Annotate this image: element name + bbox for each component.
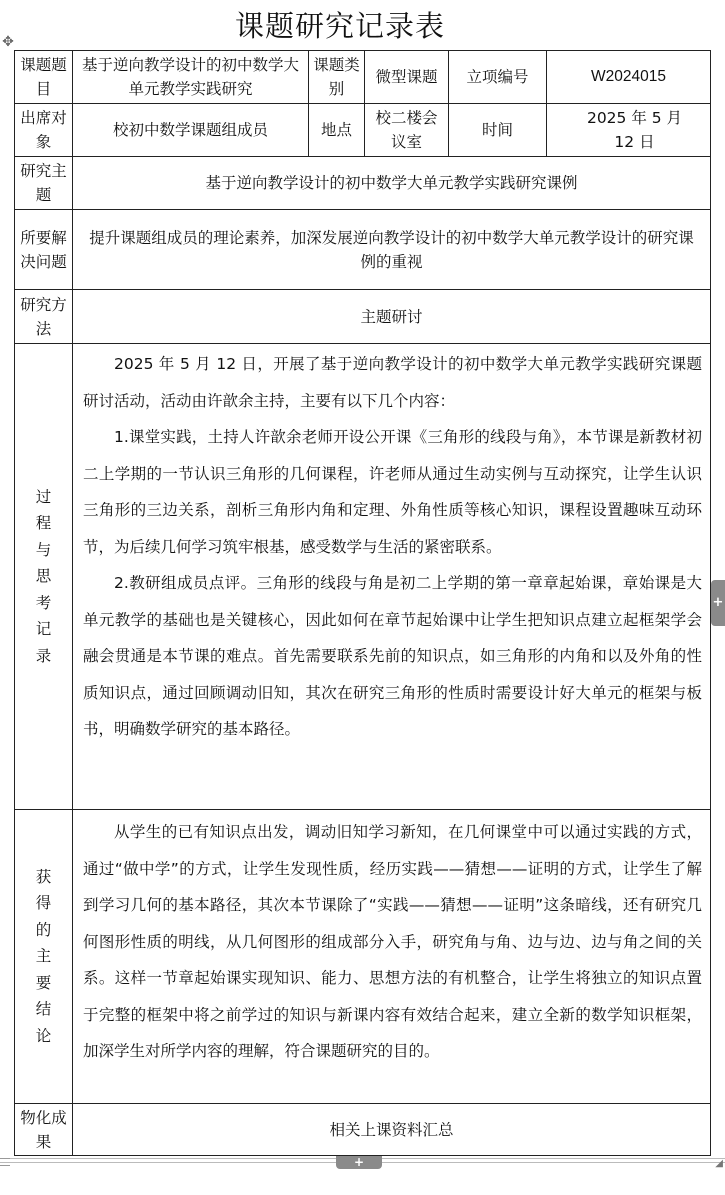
table-row [15,290,711,344]
document-title: 课题研究记录表 [234,9,445,43]
label-research-theme: 研究主题 [15,157,73,210]
record-table [14,50,711,1156]
label-problem: 所要解决问题 [15,210,73,290]
label-method: 研究方法 [15,290,73,344]
table-row [15,1104,711,1156]
topic-value[interactable]: 基于逆向教学设计的初中数学大单元教学实践研究 [73,51,309,104]
label-outcome: 物化成果 [15,1104,73,1156]
location-value[interactable]: 校二楼会议室 [365,104,449,157]
add-icon[interactable]: + [711,580,725,626]
label-process: 过程与思考记录 [15,344,73,810]
table-row [15,157,711,210]
row-marker [0,1158,10,1166]
label-attendees: 出席对象 [15,104,73,157]
research-theme-value[interactable]: 基于逆向教学设计的初中数学大单元教学实践研究课例 [73,157,711,210]
table-row [15,210,711,290]
label-conclusion: 获得的主要结论 [15,810,73,1104]
table-row [15,344,711,810]
table-row [15,51,711,104]
process-paragraph-3: 2.教研组成员点评。三角形的线段与角是初二上学期的第一章章起始课，章始课是大单元教学的基础也是关键核心，因此如何在章节起始课中让学生把知识点建立起框架学会融会贯通是本节课的难点。首先需要联系先前的知识点，如三角形的内角和以及外角的性质知识点，通过回顾调动旧知，其次在研究三角形的性质时需要设计好大单元的框架与板书，明确数学研究的基本路径。 [83,574,702,738]
problem-value[interactable]: 提升课题组成员的理论素养，加深发展逆向教学设计的初中数学大单元教学设计的研究课例的重视 [73,210,711,290]
outcome-value[interactable]: 相关上课资料汇总 [73,1104,711,1156]
project-no-value[interactable]: W2024015 [547,51,711,104]
label-topic: 课题题目 [15,51,73,104]
process-content[interactable] [73,344,711,810]
conclusion-paragraph-1: 从学生的已有知识点出发，调动旧知学习新知，在几何课堂中可以通过实践的方式，通过“做中学”的方式，让学生发现性质，经历实践——猜想——证明的方式，让学生了解到学习几何的基本路径，其次本节课除了“实践——猜想——证明”这条暗线，还有研究几何图形性质的明线，从几何图形的组成部分入手，研究角与角、边与边、边与角之间的关系。这样一节章起始课实现知识、能力、思想方法的有机整合，让学生将独立的知识点置于完整的框架中将之前学过的知识与新课内容有效结合起来，建立全新的数学知识框架，加深学生对所学内容的理解，符合课题研究的目的。 [83,823,702,1060]
add-icon[interactable]: + [336,1156,382,1169]
label-time: 时间 [449,104,547,157]
move-handle-icon[interactable]: ✥ [2,34,14,50]
process-paragraph-2: 1.课堂实践，土持人许歆余老师开设公开课《三角形的线段与角》，本节课是新教材初二上学期的一节认识三角形的几何课程，许老师从通过生动实例与互动探究，让学生认识三角形的三边关系，剖析三角形内角和定理、外角性质等核心知识，课程设置趣味互动环节，为后续几何学习筑牢根基，感受数学与生活的紧密联系。 [83,428,702,556]
label-project-no: 立项编号 [449,51,547,104]
resize-icon[interactable]: ◢ [715,1158,723,1169]
category-value[interactable]: 微型课题 [365,51,449,104]
attendees-value[interactable]: 校初中数学课题组成员 [73,104,309,157]
table-row [15,104,711,157]
label-location: 地点 [309,104,365,157]
conclusion-content[interactable] [73,810,711,1104]
label-category: 课题类别 [309,51,365,104]
time-value[interactable]: 2025 年 5 月 12 日 [547,104,711,157]
process-paragraph-1: 2025 年 5 月 12 日，开展了基于逆向教学设计的初中数学大单元教学实践研究课题研讨活动，活动由许歆余主持，主要有以下几个内容： [83,355,702,410]
method-value[interactable]: 主题研讨 [73,290,711,344]
table-row [15,810,711,1104]
